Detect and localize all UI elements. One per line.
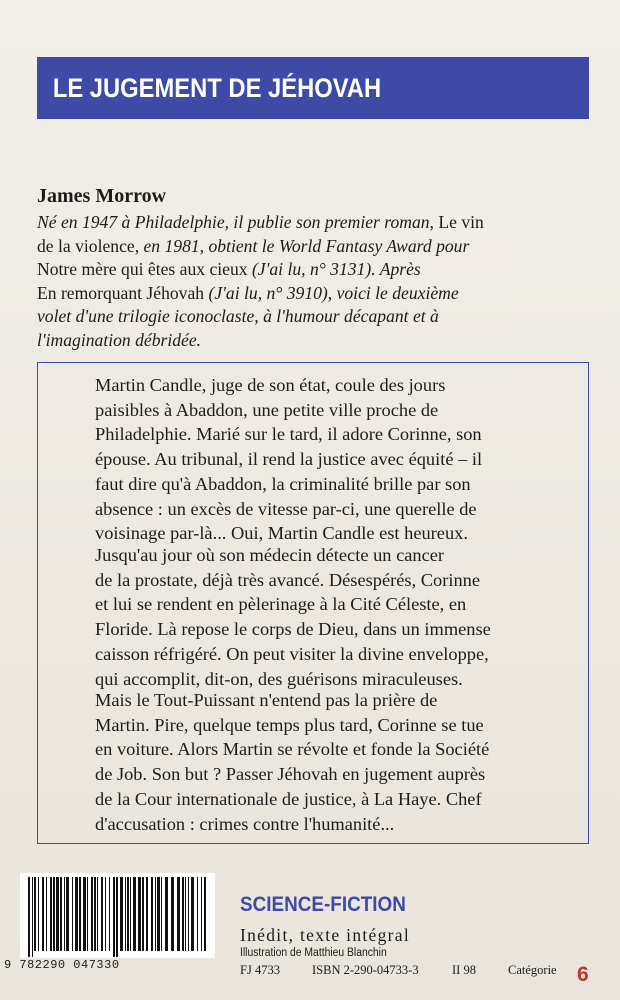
barcode-bar — [83, 877, 86, 951]
barcode-bar — [72, 877, 73, 951]
barcode-bar — [201, 877, 202, 951]
author-bio — [37, 211, 597, 353]
barcode-bar — [113, 877, 115, 957]
summary-line: Mais le Tout-Puissant n'entend pas la prière de — [95, 690, 438, 710]
bio-line — [37, 211, 597, 235]
barcode-bar — [28, 877, 30, 957]
barcode-bar — [32, 877, 33, 957]
bio-line — [37, 305, 597, 329]
barcode-bar — [101, 877, 103, 951]
bio-line — [37, 329, 597, 353]
barcode-bar — [188, 877, 189, 951]
barcode-bar — [94, 877, 96, 951]
barcode-bar — [91, 877, 93, 951]
bio-text: (J'ai lu, n° 3131). Après — [251, 259, 421, 280]
barcode-bar — [97, 877, 98, 951]
book-title: LE JUGEMENT DE JÉHOVAH — [52, 72, 382, 103]
barcode-bar — [75, 877, 78, 951]
summary-line: faut dire qu'à Abaddon, la criminalité brille par son — [95, 473, 471, 494]
book-title-ref: En remorquant Jéhovah — [37, 282, 209, 303]
category-number: 6 — [577, 963, 589, 986]
barcode-bar — [161, 877, 162, 951]
barcode-bar — [127, 877, 129, 951]
bio-line — [37, 258, 597, 282]
barcode-bar — [185, 877, 186, 951]
summary-line: de la Cour internationale de justice, à La Haye. Chef — [95, 788, 482, 809]
summary-line: de Job. Son but ? Passer Jéhovah en jugement auprès — [95, 764, 486, 785]
summary-line: épouse. Au tribunal, il rend la justice avec équité – il — [95, 449, 483, 470]
barcode-bar — [197, 877, 198, 951]
summary-line: Jusqu'au jour où son médecin détecte un cancer — [95, 545, 445, 565]
barcode-bar — [60, 877, 62, 951]
barcode-bar — [125, 877, 126, 951]
barcode-bar — [79, 877, 81, 951]
barcode-bar — [171, 877, 174, 951]
genre-label: SCIENCE-FICTION — [240, 893, 406, 916]
barcode-bar — [66, 877, 69, 951]
isbn-number: ISBN 2-290-04733-3 — [312, 963, 419, 977]
barcode-bar — [105, 877, 106, 951]
barcode-bar — [56, 877, 59, 951]
barcode-bar — [34, 877, 36, 951]
barcode-bar — [50, 877, 52, 951]
barcode-bar — [130, 877, 131, 951]
barcode-bar — [53, 877, 55, 951]
bio-line — [37, 235, 597, 259]
barcode-bar — [64, 877, 65, 951]
summary-line: Martin Candle, juge de son état, coule des jours — [95, 375, 446, 395]
summary-line: qui accomplit, dit-on, des guérisons miraculeuses. — [95, 668, 463, 689]
summary-box — [37, 362, 589, 844]
barcode-bar — [155, 877, 156, 951]
illustration-credit: Illustration de Matthieu Blanchin — [240, 947, 387, 959]
title-banner — [37, 57, 589, 119]
barcode-bar — [191, 877, 194, 951]
barcode-bar — [109, 877, 110, 951]
barcode-bar — [157, 877, 160, 951]
summary-paragraph-2 — [38, 543, 590, 691]
bio-line — [37, 282, 597, 306]
barcode-bar — [151, 877, 153, 951]
summary-line: caisson réfrigéré. On peut visiter la divine enveloppe, — [95, 643, 489, 664]
barcode-bar — [46, 877, 47, 951]
barcode-bar — [133, 877, 136, 951]
summary-line: et lui se rendent en pèlerinage à la Cité Céleste, en — [95, 594, 467, 615]
bio-text: l'imagination débridée. — [37, 329, 202, 350]
barcode-bar — [120, 877, 123, 951]
summary-line: absence : un excès de vitesse par-ci, une querelle de — [95, 498, 477, 519]
barcode-graphic — [20, 873, 215, 958]
summary-line: Martin. Pire, quelque temps plus tard, Corinne se tue — [95, 714, 484, 735]
summary-line: en voiture. Alors Martin se révolte et fonde la Société — [95, 739, 490, 760]
summary-paragraph-3 — [38, 688, 590, 836]
barcode-bar — [116, 877, 118, 957]
barcode-bar — [87, 877, 88, 951]
category-label: Catégorie — [508, 963, 557, 977]
barcode-bar — [204, 877, 206, 951]
summary-line: d'accusation : crimes contre l'humanité... — [95, 813, 395, 834]
print-date: II 98 — [452, 963, 476, 977]
edition-tagline: Inédit, texte intégral — [240, 925, 411, 945]
summary-paragraph-1 — [38, 373, 590, 546]
bio-text: volet d'une trilogie iconoclaste, à l'humour décapant et à — [37, 306, 439, 327]
book-title-ref: Notre mère qui êtes aux cieux — [37, 259, 252, 280]
barcode-bar — [38, 877, 39, 951]
barcode-bar — [182, 877, 184, 951]
barcode-bar — [142, 877, 144, 951]
summary-line: Philadelphie. Marié sur le tard, il adore Corinne, son — [95, 424, 482, 445]
bio-text: Né en 1947 à Philadelphie, il publie son premier roman, — [37, 212, 439, 232]
isbn-barcode — [20, 873, 215, 958]
barcode-digits: 9 782290 047330 — [4, 958, 120, 972]
book-title-ref: Le vin — [438, 212, 484, 232]
barcode-bar — [138, 877, 141, 951]
book-title-ref: de la violence — [37, 235, 135, 256]
barcode-bar — [146, 877, 148, 951]
summary-line: paisibles à Abaddon, une petite ville proche de — [95, 399, 439, 420]
bio-text: , en 1981, obtient le World Fantasy Award pour — [134, 235, 470, 256]
barcode-bar — [165, 877, 168, 951]
catalog-code: FJ 4733 — [240, 963, 280, 977]
summary-line: de la prostate, déjà très avancé. Désespérés, Corinne — [95, 569, 481, 590]
author-name: James Morrow — [37, 185, 167, 207]
summary-line: voisinage par-là... Oui, Martin Candle est heureux. — [95, 523, 468, 544]
barcode-bar — [177, 877, 180, 951]
bio-text: (J'ai lu, n° 3910), voici le deuxième — [208, 282, 459, 303]
summary-line: Floride. Là repose le corps de Dieu, dans un immense — [95, 619, 491, 640]
barcode-bar — [42, 877, 44, 951]
